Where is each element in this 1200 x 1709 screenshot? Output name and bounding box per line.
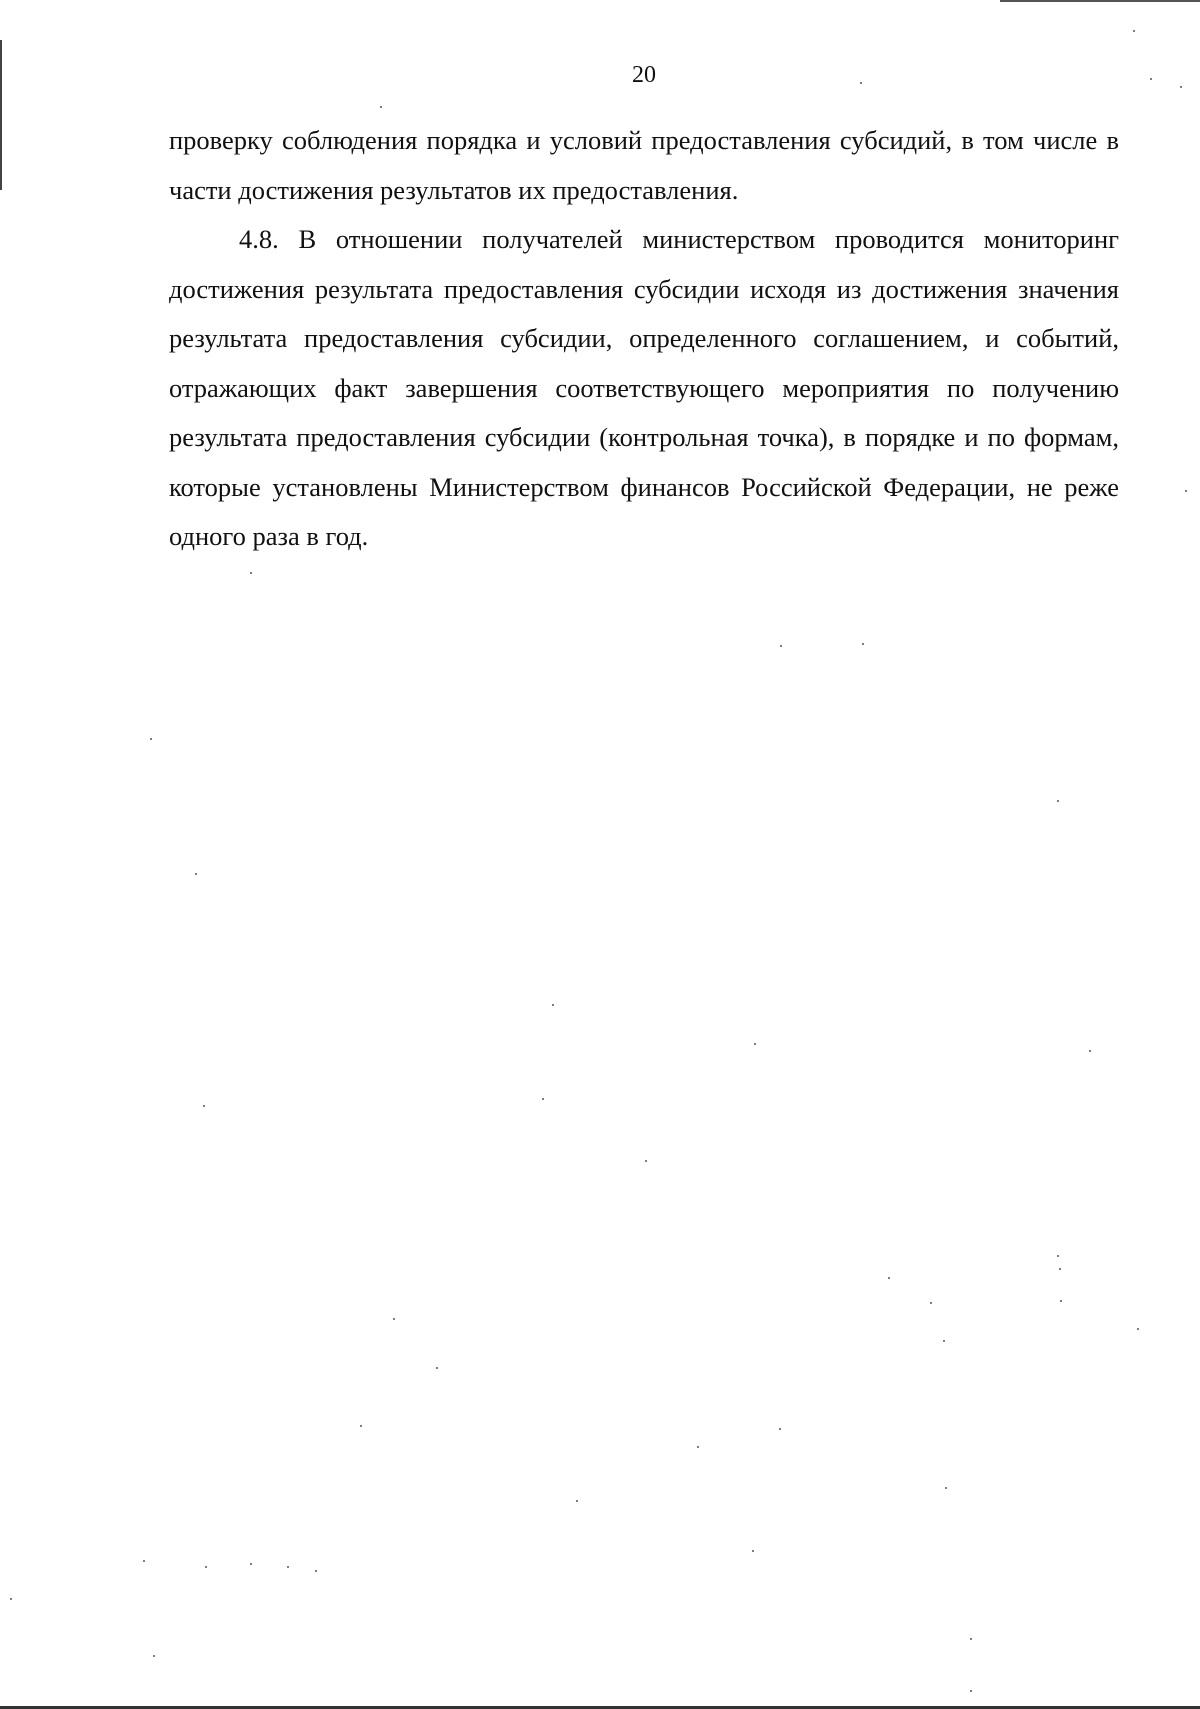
scan-speck (153, 1655, 155, 1657)
scan-speck (1057, 800, 1059, 802)
scan-speck (945, 1487, 947, 1489)
paragraph-continuation: проверку соблюдения порядка и условий предоставления субсидий, в том числе в части достижения результатов их предоставления. (169, 125, 1119, 205)
scan-speck (542, 1098, 544, 1100)
scan-speck (697, 1446, 699, 1448)
paragraph-4-8: 4.8. В отношении получателей министерством проводится мониторинг достижения результата предоставления субсидии исходя из достижения значения результата предоставления субсидии, определенного соглашением, и событий, отражающих факт завершения соответствующего мероприятия по получению результата предоставления субсидии (контрольная точка), в порядке и по формам, которые установлены Министерством финансов Российской Федерации, не реже одного раза в год. (169, 224, 1119, 551)
scan-speck (943, 1340, 945, 1342)
scan-speck (203, 1105, 205, 1107)
scan-speck (143, 1560, 145, 1562)
scan-speck (287, 1566, 289, 1568)
scan-speck (1180, 86, 1182, 88)
scan-speck (10, 1598, 12, 1600)
scan-speck (752, 1550, 754, 1552)
scan-speck (315, 1570, 317, 1572)
scan-speck (1057, 1255, 1059, 1257)
scan-speck (779, 1428, 781, 1430)
scan-speck (205, 1566, 207, 1568)
scan-speck (645, 1160, 647, 1162)
scan-speck (930, 1302, 932, 1304)
scan-speck (552, 1004, 554, 1006)
scan-edge-top (1000, 0, 1200, 2)
scan-speck (393, 1318, 395, 1320)
scan-speck (754, 1043, 756, 1045)
scan-speck (780, 645, 782, 647)
scan-speck (576, 1500, 578, 1502)
scan-speck (860, 82, 862, 84)
scan-speck (360, 1425, 362, 1427)
scan-speck (888, 1277, 890, 1279)
scan-speck (1060, 1300, 1062, 1302)
scan-speck (150, 738, 152, 740)
scan-speck (1137, 1328, 1139, 1330)
scan-speck (436, 1367, 438, 1369)
scan-speck (1059, 1268, 1061, 1270)
scan-speck (1089, 1050, 1091, 1052)
scan-speck (970, 1690, 972, 1692)
page-number: 20 (632, 62, 656, 88)
scan-speck (1150, 78, 1152, 80)
scan-speck (250, 1563, 252, 1565)
scan-speck (250, 572, 252, 574)
scan-speck (1133, 30, 1135, 32)
scan-speck (380, 106, 382, 108)
document-body (169, 116, 1119, 562)
scan-speck (970, 1638, 972, 1640)
scan-speck (862, 643, 864, 645)
scan-speck (195, 873, 197, 875)
scan-speck (1185, 490, 1187, 492)
